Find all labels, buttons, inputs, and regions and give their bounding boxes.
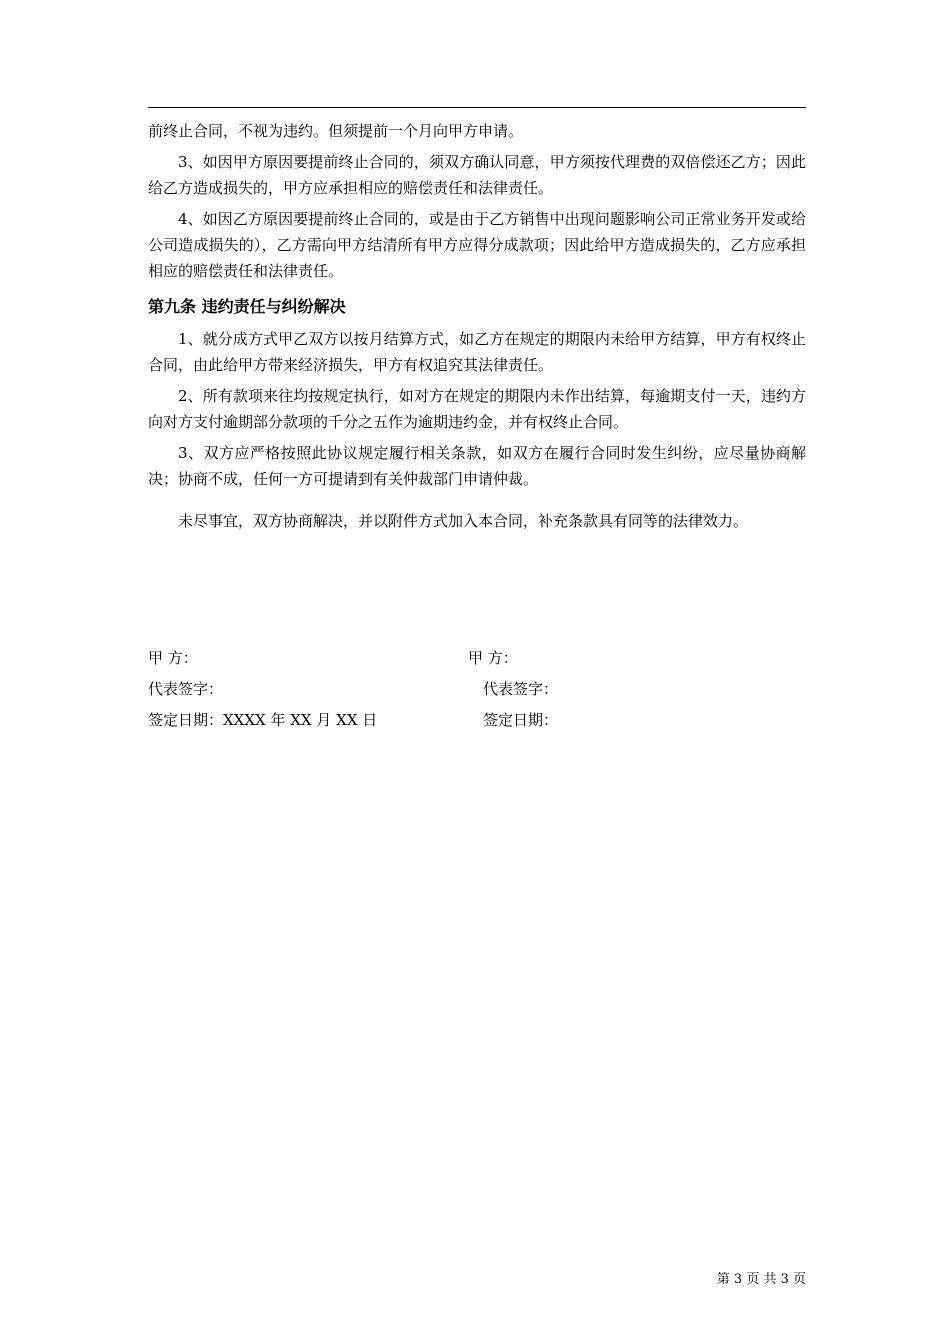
clause-3: 3、双方应严格按照此协议规定履行相关条款，如双方在履行合同时发生纠纷，应尽量协商解决；协商不成，任何一方可提请到有关仲裁部门申请仲裁。 <box>148 444 806 488</box>
paragraph-item-3: 3、如因甲方原因要提前终止合同的，须双方确认同意，甲方须按代理费的双倍偿还乙方；因此给乙方造成损失的，甲方应承担相应的赔偿责任和法律责任。 <box>148 153 806 197</box>
section-heading-article-9: 第九条 违约责任与纠纷解决 <box>148 297 346 316</box>
signature-row-rep <box>148 676 806 707</box>
signature-row-date <box>148 707 806 738</box>
right-rep-label: 代表签字： <box>483 680 559 698</box>
clause-1: 1、就分成方式甲乙双方以按月结算方式，如乙方在规定的期限内未给甲方结算，甲方有权终止合同，由此给甲方带来经济损失，甲方有权追究其法律责任。 <box>148 330 806 374</box>
page-footer: 第 3 页 共 3 页 <box>716 1272 806 1287</box>
signature-block <box>148 645 806 738</box>
closing-statement: 未尽事宜，双方协商解决，并以附件方式加入本合同，补充条款具有同等的法律效力。 <box>178 512 749 530</box>
left-date-label: 签定日期：XXXX 年 XX 月 XX 日 <box>148 711 378 729</box>
paragraph-item-4: 4、如因乙方原因要提前终止合同的，或是由于乙方销售中出现问题影响公司正常业务开发或给公司造成损失的），乙方需向甲方结清所有甲方应得分成款项；因此给甲方造成损失的，乙方应承担相应的赔偿责任和法律责任。 <box>148 210 806 280</box>
right-party-label: 甲 方： <box>468 649 518 667</box>
signature-row-party <box>148 645 806 676</box>
left-rep-label: 代表签字： <box>148 680 224 698</box>
right-date-label: 签定日期： <box>483 711 559 729</box>
header-rule <box>148 107 806 108</box>
left-party-label: 甲 方： <box>148 649 198 667</box>
document-body <box>148 118 806 539</box>
paragraph-continuation: 前终止合同，不视为违约。但须提前一个月向甲方申请。 <box>148 122 524 140</box>
clause-2: 2、所有款项来往均按规定执行，如对方在规定的期限内未作出结算，每逾期支付一天，违约方向对方支付逾期部分款项的千分之五作为逾期违约金，并有权终止合同。 <box>148 387 806 431</box>
